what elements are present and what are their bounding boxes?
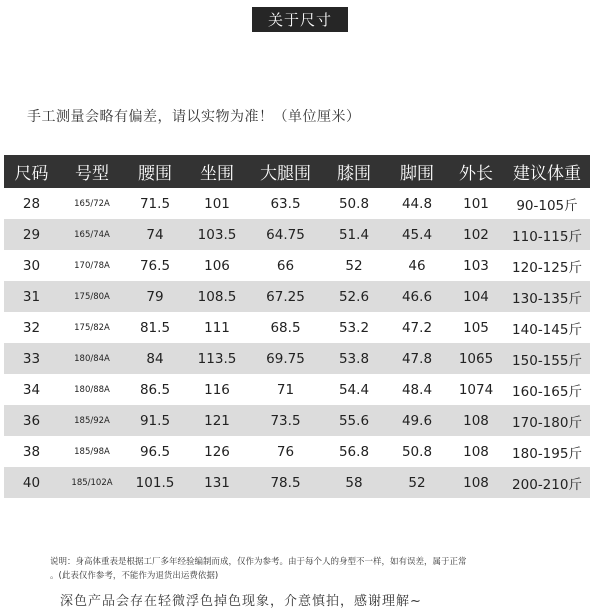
- footer-line-2: 。(此表仅作参考，不能作为退货出运费依据): [50, 571, 219, 581]
- header-outseam: 外长: [459, 164, 493, 184]
- cell-leg-opening: 44.8: [401, 195, 433, 212]
- cell-waist: 81.5: [139, 319, 171, 336]
- cell-model: 165/72A: [74, 198, 110, 209]
- cell-model: 185/92A: [74, 415, 110, 426]
- table-row: [4, 374, 590, 405]
- cell-hip: 121: [204, 412, 230, 429]
- cell-size: 34: [22, 381, 41, 398]
- cell-hip: 106: [204, 257, 230, 274]
- cell-waist: 96.5: [139, 443, 171, 460]
- cell-hip: 131: [204, 474, 230, 491]
- cell-model: 180/88A: [74, 384, 110, 395]
- footer-line-1: 说明：身高体重表是根据工厂多年经验编制而成，仅作为参考。由于每个人的身型不一样，如有误差，属于正常: [50, 557, 467, 567]
- cell-leg-opening: 49.6: [401, 412, 433, 429]
- cell-knee: 56.8: [338, 443, 370, 460]
- table-row: [4, 436, 590, 467]
- cell-model: 175/80A: [74, 291, 110, 302]
- cell-outseam: 1065: [458, 350, 494, 367]
- cell-outseam: 105: [463, 319, 489, 336]
- cell-hip: 126: [204, 443, 230, 460]
- cell-thigh: 66: [276, 257, 295, 274]
- header-size: 尺码: [14, 164, 49, 184]
- header-waist: 腰围: [138, 164, 172, 184]
- cell-leg-opening: 46: [408, 257, 426, 274]
- cell-size: 30: [22, 257, 41, 274]
- cell-model: 170/78A: [74, 260, 110, 271]
- header-weight: 建议体重: [513, 164, 581, 184]
- cell-thigh: 76: [276, 443, 295, 460]
- cell-waist: 91.5: [139, 412, 171, 429]
- header-thigh: 大腿围: [260, 164, 311, 184]
- table-header-row: [4, 155, 590, 188]
- cell-outseam: 108: [463, 412, 489, 429]
- cell-knee: 55.6: [338, 412, 370, 429]
- cell-weight: 130-135斤: [512, 290, 582, 307]
- cell-weight: 170-180斤: [512, 414, 582, 431]
- cell-knee: 50.8: [338, 195, 370, 212]
- cell-size: 40: [22, 474, 41, 491]
- table-row: [4, 188, 590, 219]
- cell-knee: 58: [345, 474, 363, 491]
- cell-outseam: 108: [463, 443, 489, 460]
- cell-leg-opening: 50.8: [401, 443, 433, 460]
- cell-model: 175/82A: [74, 322, 110, 333]
- table-row: [4, 312, 590, 343]
- cell-hip: 116: [204, 381, 230, 398]
- cell-leg-opening: 48.4: [401, 381, 433, 398]
- header-knee: 膝围: [337, 164, 371, 184]
- table-row: [4, 250, 590, 281]
- cell-waist: 76.5: [139, 257, 171, 274]
- cell-knee: 52: [345, 257, 363, 274]
- cell-leg-opening: 46.6: [401, 288, 433, 305]
- cell-size: 38: [22, 443, 41, 460]
- cell-knee: 52.6: [338, 288, 370, 305]
- measurement-note: 手工测量会略有偏差，请以实物为准！（单位厘米）: [27, 109, 361, 125]
- cell-outseam: 104: [463, 288, 489, 305]
- cell-weight: 200-210斤: [512, 476, 582, 493]
- cell-thigh: 68.5: [270, 319, 301, 336]
- size-table: [4, 155, 590, 498]
- table-row: [4, 219, 590, 250]
- cell-thigh: 71: [276, 381, 295, 398]
- cell-leg-opening: 47.2: [401, 319, 433, 336]
- page-title: 关于尺寸: [252, 7, 348, 32]
- cell-hip: 101: [204, 195, 230, 212]
- cell-size: 33: [22, 350, 41, 367]
- cell-model: 165/74A: [74, 229, 110, 240]
- table-row: [4, 281, 590, 312]
- cell-outseam: 108: [463, 474, 489, 491]
- cell-knee: 53.8: [338, 350, 370, 367]
- cell-outseam: 101: [463, 195, 489, 212]
- cell-knee: 53.2: [338, 319, 370, 336]
- cell-size: 36: [22, 412, 41, 429]
- table-row: [4, 343, 590, 374]
- cell-model: 180/84A: [74, 353, 110, 364]
- cell-weight: 140-145斤: [512, 321, 582, 338]
- cell-weight: 110-115斤: [512, 228, 582, 245]
- cell-outseam: 103: [463, 257, 489, 274]
- cell-waist: 84: [146, 350, 164, 367]
- cell-knee: 54.4: [338, 381, 370, 398]
- footer-disclaimer: [50, 555, 570, 583]
- header-model: 号型: [75, 164, 109, 184]
- cell-waist: 71.5: [139, 195, 171, 212]
- cell-weight: 180-195斤: [512, 445, 582, 462]
- cell-leg-opening: 47.8: [401, 350, 433, 367]
- table-row: [4, 405, 590, 436]
- color-notice-cut: 深色产品会存在轻微浮色掉色现象，介意慎拍，感谢理解~: [60, 594, 422, 609]
- cell-knee: 51.4: [338, 226, 370, 243]
- cell-hip: 111: [204, 319, 230, 336]
- cell-model: 185/98A: [74, 446, 110, 457]
- cell-waist: 86.5: [139, 381, 171, 398]
- cell-waist: 101.5: [135, 474, 175, 491]
- cell-hip: 103.5: [197, 226, 237, 243]
- cell-weight: 90-105斤: [516, 197, 578, 214]
- cell-size: 29: [22, 226, 41, 243]
- cell-thigh: 63.5: [270, 195, 301, 212]
- cell-leg-opening: 52: [408, 474, 426, 491]
- cell-size: 28: [22, 195, 41, 212]
- cell-thigh: 69.75: [266, 350, 305, 367]
- cell-outseam: 102: [463, 226, 489, 243]
- header-hip: 坐围: [200, 164, 234, 184]
- cell-waist: 79: [146, 288, 164, 305]
- cell-leg-opening: 45.4: [401, 226, 433, 243]
- cell-outseam: 1074: [458, 381, 494, 398]
- cell-thigh: 78.5: [270, 474, 301, 491]
- cell-hip: 113.5: [197, 350, 237, 367]
- cell-weight: 150-155斤: [512, 352, 582, 369]
- header-leg-opening: 脚围: [400, 164, 434, 184]
- cell-thigh: 64.75: [266, 226, 305, 243]
- cell-waist: 74: [146, 226, 164, 243]
- cell-weight: 120-125斤: [512, 259, 582, 276]
- cell-model: 185/102A: [71, 477, 113, 488]
- cell-size: 31: [22, 288, 41, 305]
- cell-size: 32: [22, 319, 41, 336]
- cell-thigh: 73.5: [270, 412, 301, 429]
- cell-weight: 160-165斤: [512, 383, 582, 400]
- cell-hip: 108.5: [197, 288, 237, 305]
- table-row: [4, 467, 590, 498]
- cell-thigh: 67.25: [266, 288, 305, 305]
